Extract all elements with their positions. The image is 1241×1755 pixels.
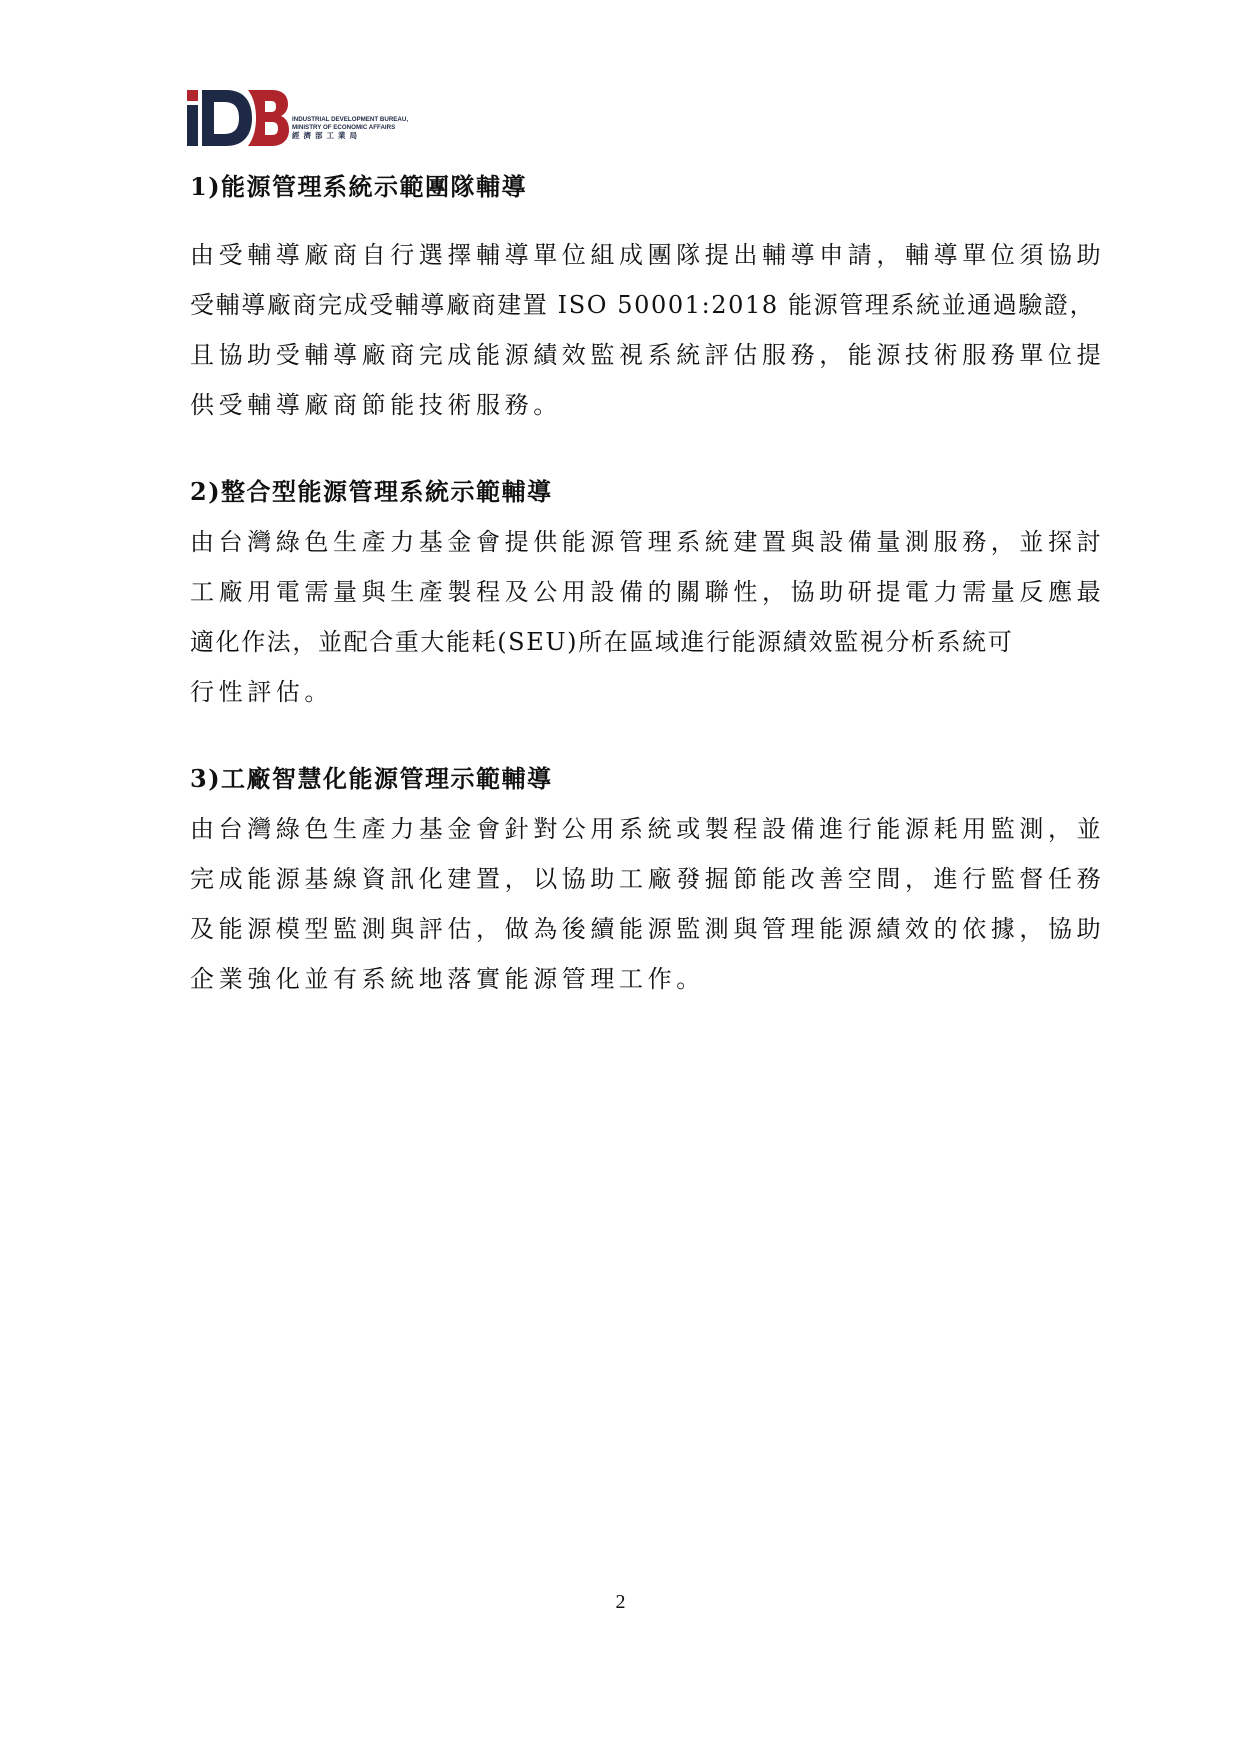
idb-logo xyxy=(186,88,426,148)
section-2-line-4: 行性評估。 xyxy=(190,678,333,706)
idb-logo-mark-icon xyxy=(186,88,290,148)
section-3-line-4: 企業強化並有系統地落實能源管理工作。 xyxy=(190,965,705,993)
section-2-line-3: 適化作法，並配合重大能耗(SEU)所在區域進行能源績效監視分析系統可 xyxy=(190,628,1014,656)
section-1-line-2: 受輔導廠商完成受輔導廠商建置 ISO 50001:2018 能源管理系統並通過驗證， xyxy=(190,291,1096,319)
section-2-line-1: 由台灣綠色生產力基金會提供能源管理系統建置與設備量測服務，並探討 xyxy=(190,528,1106,556)
section-2-line-2: 工廠用電需量與生產製程及公用設備的關聯性，協助研提電力需量反應最 xyxy=(190,578,1106,606)
section-3-line-1: 由台灣綠色生產力基金會針對公用系統或製程設備進行能源耗用監測，並 xyxy=(190,815,1106,843)
section-2-heading: 2)整合型能源管理系統示範輔導 xyxy=(190,477,553,506)
section-1-line-3: 且協助受輔導廠商完成能源績效監視系統評估服務，能源技術服務單位提 xyxy=(190,341,1106,369)
logo-english-line-1: INDUSTRIAL DEVELOPMENT BUREAU, xyxy=(292,116,409,123)
section-3-line-2: 完成能源基線資訊化建置，以協助工廠發掘節能改善空間，進行監督任務 xyxy=(190,865,1106,893)
logo-english-line-2: MINISTRY OF ECONOMIC AFFAIRS xyxy=(292,124,396,131)
section-3-paragraph xyxy=(190,804,1150,1004)
page-number: 2 xyxy=(615,1591,626,1613)
logo-text-block xyxy=(292,116,432,140)
section-1-line-4: 供受輔導廠商節能技術服務。 xyxy=(190,391,562,419)
section-1-line-1: 由受輔導廠商自行選擇輔導單位組成團隊提出輔導申請，輔導單位須協助 xyxy=(190,241,1106,269)
logo-chinese-name: 經濟部工業局 xyxy=(292,131,361,140)
section-1-heading: 1)能源管理系統示範團隊輔導 xyxy=(190,172,528,201)
section-2-paragraph xyxy=(190,517,1150,717)
section-3-line-3: 及能源模型監測與評估，做為後續能源監測與管理能源績效的依據，協助 xyxy=(190,915,1106,943)
section-3-heading: 3)工廠智慧化能源管理示範輔導 xyxy=(190,764,553,793)
section-1-paragraph xyxy=(190,230,1150,430)
